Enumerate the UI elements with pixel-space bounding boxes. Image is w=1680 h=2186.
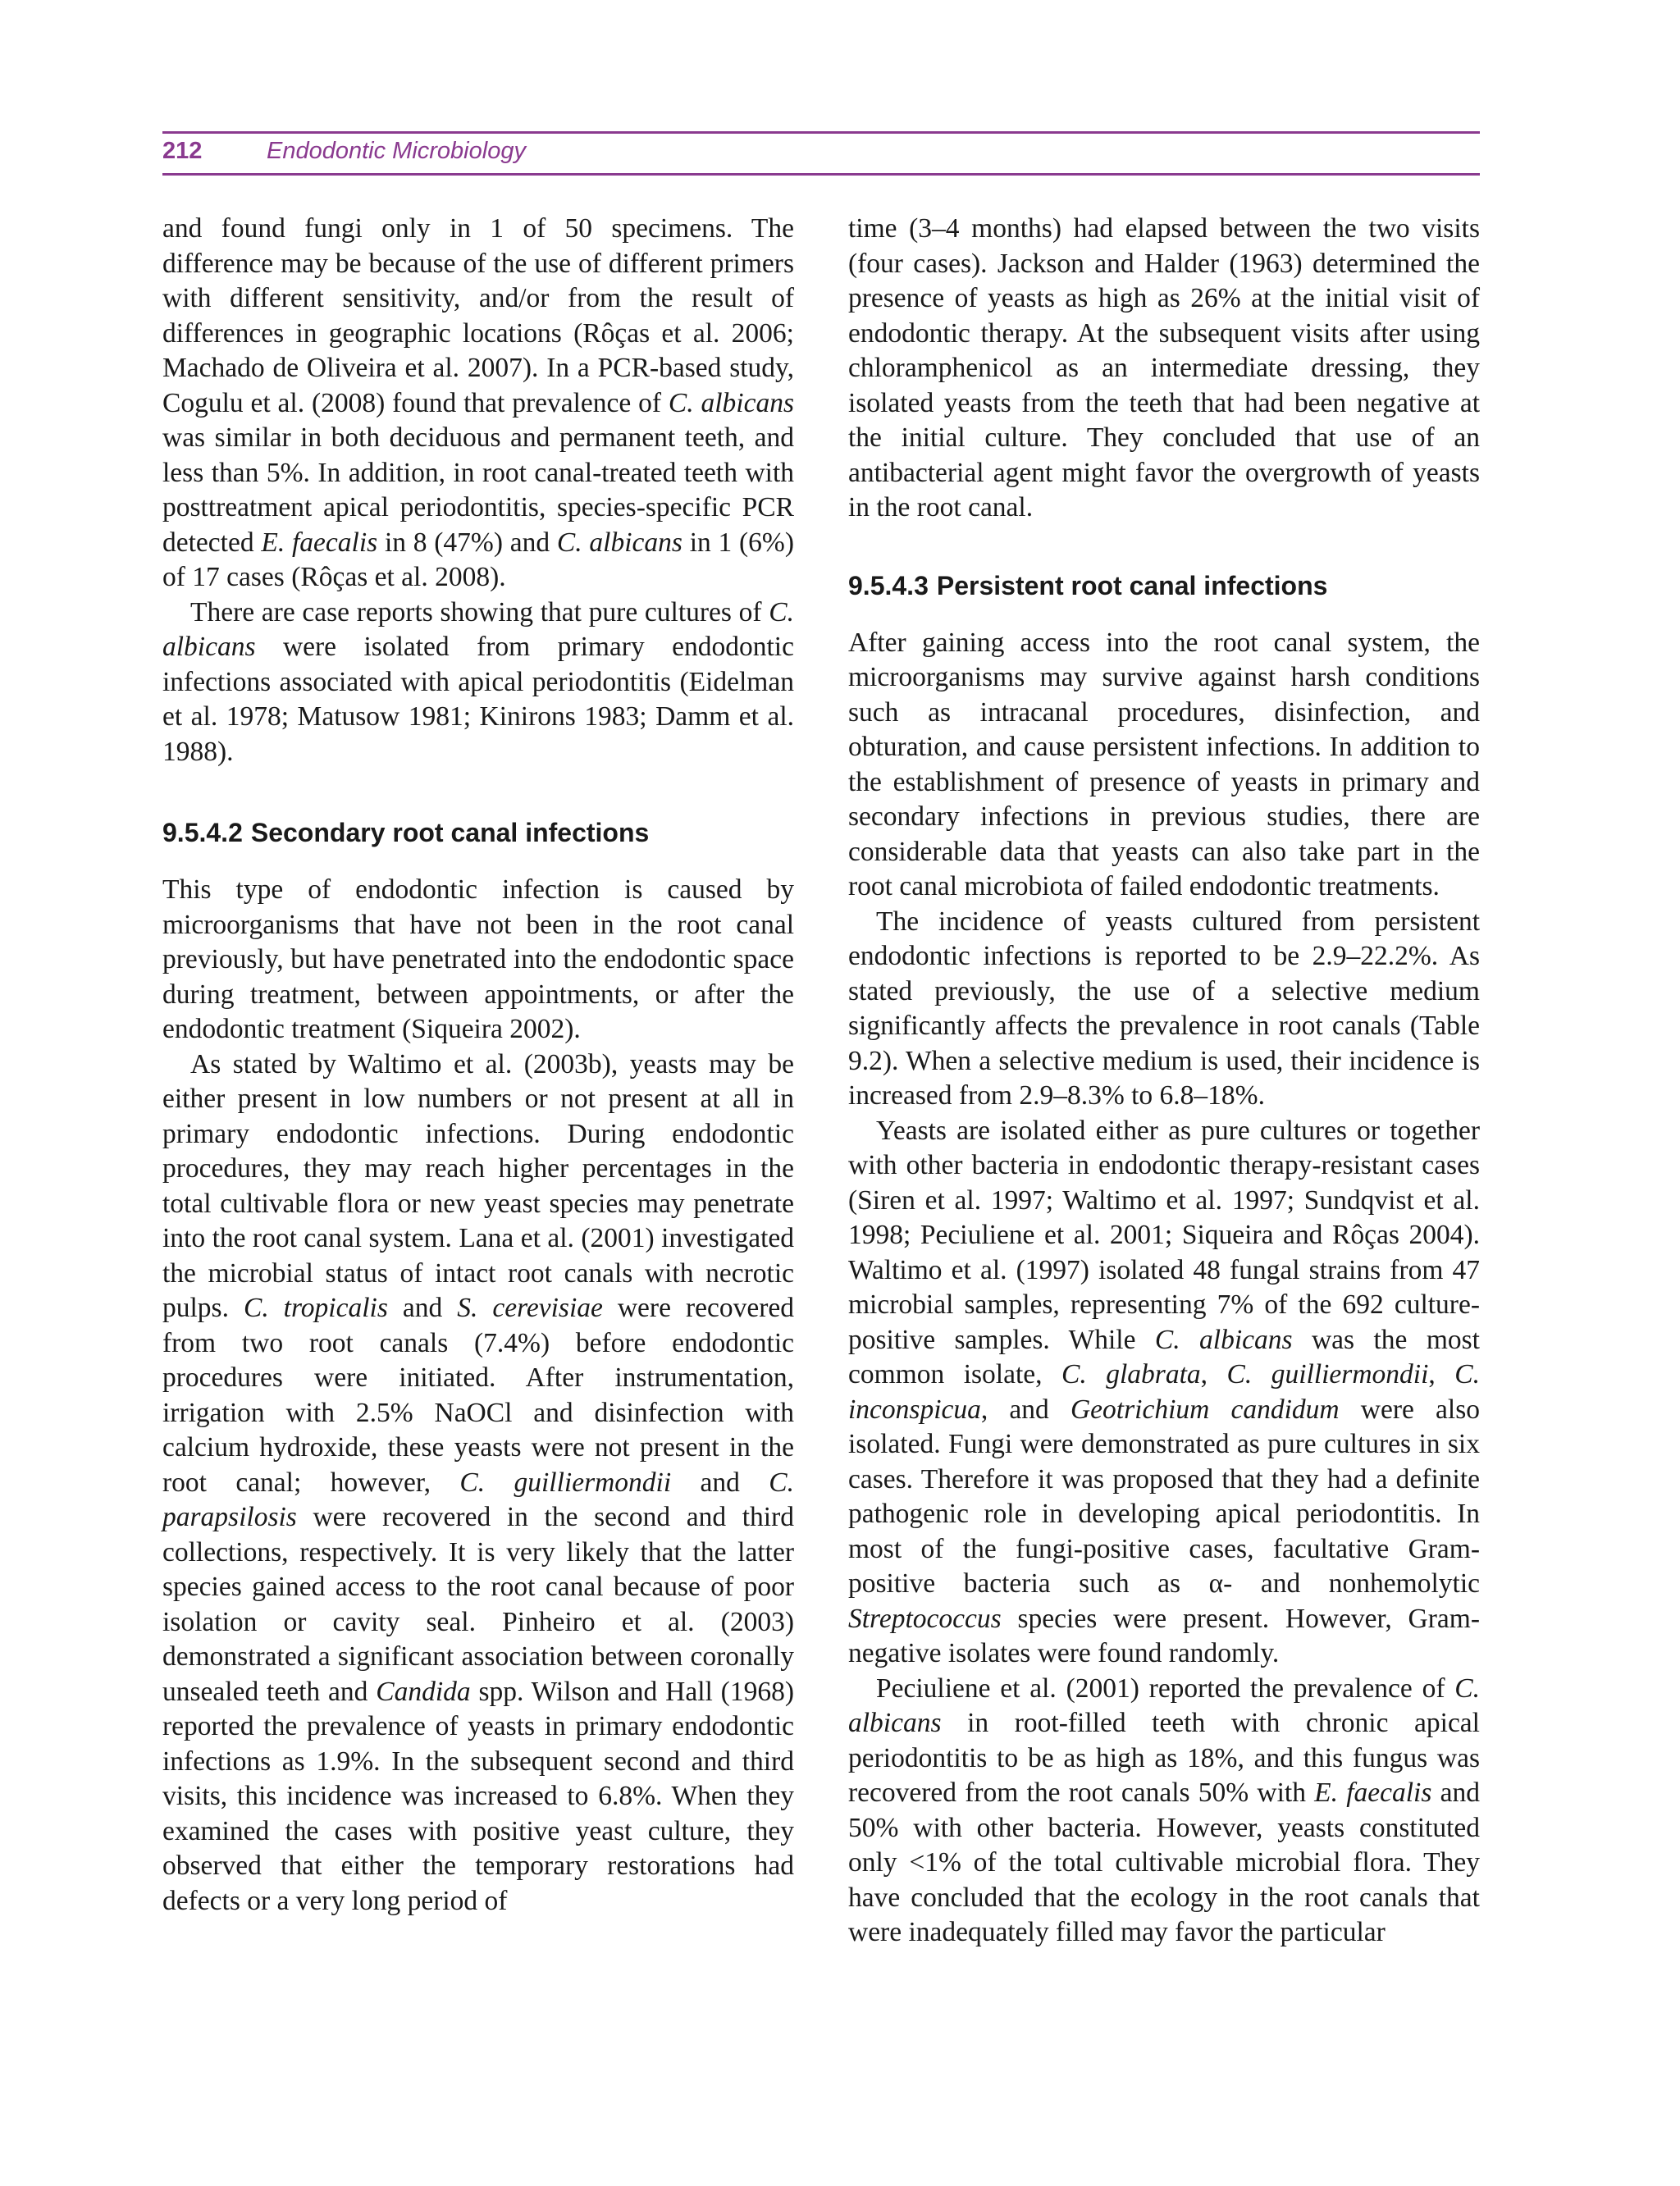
section-title: Persistent root canal infections — [936, 570, 1328, 600]
text-run: , and — [980, 1394, 1071, 1425]
text-run: , — [1428, 1359, 1455, 1390]
text-run: were also isolated. Fungi were demonstrated as pure cultures in six cases. Therefore it was proposed that they had a definite pathogenic role in developing apical periodontitis. In most of the fungi-positive cases, facultative Gram-positive bacteria such as α- and nonhemolytic — [848, 1394, 1480, 1599]
italic-term: C. albicans — [556, 527, 682, 558]
paragraph — [162, 1047, 794, 1919]
italic-term: E. faecalis — [1314, 1778, 1432, 1808]
text-run: Yeasts are isolated either as pure cultures or together with other bacteria in endodontic therapy-resistant cases (Siren et al. 1997; Waltimo et al. 1997; Sundqvist et al. 1998; Peciuliene et al. 2001; Siqueira and Rôças 2004). Waltimo et al. (1997) isolated 48 fungal strains from 47 microbial samples, representing 7% of the 692 culture-positive samples. While — [848, 1115, 1480, 1355]
paragraph — [848, 905, 1480, 1114]
text-run: , — [1200, 1359, 1227, 1390]
text-run: was similar in both deciduous and permanent teeth, and less than 5%. In addition, in root canal-treated teeth with posttreatment apical periodontitis, species-specific PCR detected — [162, 422, 794, 558]
paragraph — [162, 596, 794, 770]
text-run: As stated by Waltimo et al. (2003b), yeasts may be either present in low numbers or not present at all in primary endodontic infections. During endodontic procedures, they may reach higher percentages in the total cultivable flora or new yeast species may penetrate into the root canal system. Lana et al. (2001) investigated the microbial status of intact root canals with necrotic pulps. — [162, 1048, 794, 1323]
text-run: were recovered in the second and third collections, respectively. It is very likely that the latter species gained access to the root canal because of poor isolation or cavity seal. Pinheiro et al. (2003) demonstrated a significant association between coronally unsealed teeth and — [162, 1502, 794, 1707]
section-title: Secondary root canal infections — [250, 818, 650, 847]
text-run: in 8 (47%) and — [377, 527, 557, 558]
italic-term: Streptococcus — [848, 1603, 1002, 1634]
paragraph — [162, 873, 794, 1047]
paragraph — [162, 212, 794, 596]
italic-term: C. tropicalis — [243, 1293, 388, 1323]
header-rule-top — [162, 131, 1480, 134]
header-rule-bottom — [162, 173, 1480, 176]
italic-term: C. albicans — [848, 1673, 1480, 1738]
text-run: time (3–4 months) had elapsed between the two visits (four cases). Jackson and Halder (1963) determined the presence of yeasts as high as 26% at the initial visit of endodontic therapy. At the subsequent visits after using chloramphenicol as an intermediate dressing, they isolated yeasts from the teeth that had been negative at the initial culture. They concluded that use of an antibacterial agent might favor the overgrowth of yeasts in the root canal. — [848, 213, 1480, 523]
text-run: spp. Wilson and Hall (1968) reported the prevalence of yeasts in primary endodontic infections as 1.9%. In the subsequent second and third visits, this incidence was increased to 6.8%. When they examined the cases with positive yeast culture, they observed that either the temporary restorations had defects or a very long period of — [162, 1676, 794, 1916]
text-run: and — [671, 1467, 769, 1498]
text-run: There are case reports showing that pure cultures of — [190, 596, 769, 628]
section-heading-9-5-4-2 — [162, 815, 794, 850]
italic-term: C. albicans — [668, 387, 794, 418]
running-title: Endodontic Microbiology — [267, 138, 526, 164]
italic-term: C. glabrata — [1061, 1359, 1201, 1390]
italic-term: Geotrichium candidum — [1070, 1394, 1340, 1425]
text-run: Peciuliene et al. (2001) reported the prevalence of — [876, 1673, 1455, 1704]
text-run: and 50% with other bacteria. However, yeasts constituted only <1% of the total cultivable microbial flora. They have concluded that the ecology in the root canals that were inadequately filled may favor the particular — [848, 1778, 1480, 1947]
left-column — [162, 212, 794, 1919]
section-number: 9.5.4.3 — [848, 570, 929, 600]
text-run: was the most common isolate, — [848, 1324, 1480, 1390]
italic-term: E. faecalis — [261, 527, 378, 558]
paragraph — [848, 626, 1480, 905]
section-heading-9-5-4-3 — [848, 568, 1480, 603]
paragraph — [848, 1114, 1480, 1672]
text-run: and found fungi only in 1 of 50 specimens. The difference may be because of the use of different primers with different sensitivity, and/or from the result of differences in geographic locations (Rôças et al. 2006; Machado de Oliveira et al. 2007). In a PCR-based study, Cogulu et al. (2008) found that prevalence of — [162, 213, 794, 418]
italic-term: C. guilliermondii — [1226, 1359, 1429, 1390]
text-run: in root-filled teeth with chronic apical periodontitis to be as high as 18%, and this fungus was recovered from the root canals 50% with — [848, 1708, 1480, 1808]
text-run: and — [387, 1293, 458, 1323]
italic-term: Candida — [376, 1676, 471, 1707]
italic-term: C. inconspicua — [848, 1359, 1480, 1425]
italic-term: S. cerevisiae — [457, 1293, 603, 1323]
paragraph — [848, 212, 1480, 526]
text-run: After gaining access into the root canal system, the microorganisms may survive against harsh conditions such as intracanal procedures, disinfection, and obturation, and cause persistent infections. In addition to the establishment of presence of yeasts in primary and secondary infections in previous studies, there are considerable data that yeasts can also take part in the root canal microbiota of failed endodontic treatments. — [848, 627, 1480, 901]
text-run: in 1 (6%) of 17 cases (Rôças et al. 2008). — [162, 527, 794, 592]
italic-term: C. albicans — [162, 596, 794, 662]
section-number: 9.5.4.2 — [162, 818, 243, 847]
italic-term: C. guilliermondii — [459, 1467, 672, 1498]
right-column — [848, 212, 1480, 1951]
page-number: 212 — [162, 138, 203, 164]
text-run: were recovered from two root canals (7.4%) before endodontic procedures were initiated. After instrumentation, irrigation with 2.5% NaOCl and disinfection with calcium hydroxide, these yeasts were not present in the root canal; however, — [162, 1293, 794, 1498]
italic-term: C. parapsilosis — [162, 1467, 794, 1532]
paragraph — [848, 1672, 1480, 1951]
text-run: species were present. However, Gram-negative isolates were found randomly. — [848, 1603, 1480, 1668]
text-run: This type of endodontic infection is caused by microorganisms that have not been in the root canal previously, but have penetrated into the endodontic space during treatment, between appointments, or after the endodontic treatment (Siqueira 2002). — [162, 874, 794, 1044]
text-run: were isolated from primary endodontic infections associated with apical periodontitis (Eidelman et al. 1978; Matusow 1981; Kinirons 1983; Damm et al. 1988). — [162, 632, 794, 767]
text-run: The incidence of yeasts cultured from persistent endodontic infections is reported to be 2.9–22.2%. As stated previously, the use of a selective medium significantly affects the prevalence in root canals (Table 9.2). When a selective medium is used, their incidence is increased from 2.9–8.3% to 6.8–18%. — [848, 906, 1480, 1111]
italic-term: C. albicans — [1154, 1324, 1293, 1355]
